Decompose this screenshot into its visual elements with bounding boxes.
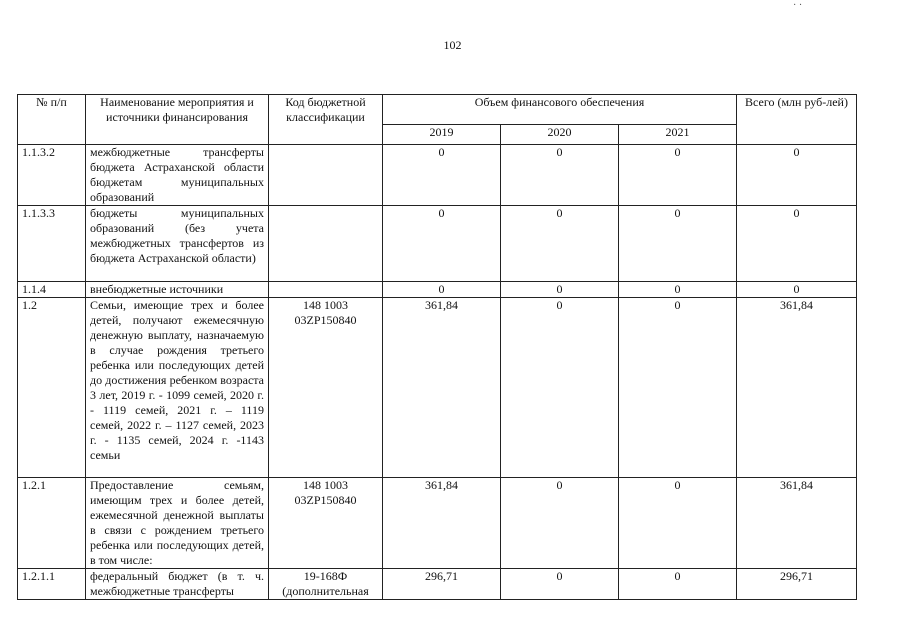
row-2021: 0: [619, 282, 737, 298]
row-num: 1.2: [18, 298, 86, 478]
row-name: федеральный бюджет (в т. ч. межбюджетные трансферты: [86, 569, 269, 600]
row-num: 1.1.3.2: [18, 145, 86, 206]
row-total: 361,84: [737, 298, 857, 478]
header-num: № п/п: [18, 95, 86, 145]
page-number: 102: [443, 38, 462, 52]
row-name: бюджеты муниципальных образований (без учета межбюджетных трансфертов из бюджета Астраханской области): [86, 206, 269, 282]
row-name: внебюджетные источники: [86, 282, 269, 298]
header-row: [18, 95, 857, 125]
row-2020: 0: [501, 282, 619, 298]
row-2020: 0: [501, 206, 619, 282]
row-total: 0: [737, 145, 857, 206]
header-name: Наименование мероприятия и источники финансирования: [86, 95, 269, 145]
row-2020: 0: [501, 145, 619, 206]
row-total: 361,84: [737, 478, 857, 569]
row-2020: 0: [501, 478, 619, 569]
row-2021: 0: [619, 145, 737, 206]
row-num: 1.2.1.1: [18, 569, 86, 600]
row-total: 0: [737, 206, 857, 282]
row-2019: 296,71: [383, 569, 501, 600]
row-2021: 0: [619, 478, 737, 569]
header-year-2020: 2020: [501, 125, 619, 145]
row-2021: 0: [619, 206, 737, 282]
table-row: [18, 298, 857, 478]
row-name: Предоставление семьям, имеющим трех и более детей, ежемесячной денежной выплаты в связи с рождением третьего ребенка или последующих детей, в том числе:: [86, 478, 269, 569]
header-year-2019: 2019: [383, 125, 501, 145]
header-total: Всего (млн руб-лей): [737, 95, 857, 145]
corner-mark: · ·: [793, 0, 803, 11]
row-2021: 0: [619, 569, 737, 600]
row-name: Семьи, имеющие трех и более детей, получают ежемесячную денежную выплату, назначаемую в случае рождения третьего ребенка или последующих детей до достижения ребенком возраста 3 лет, 2019 г. - 1099 семей, 2020 г. - 1119 семей, 2021 г. – 1119 семей, 2022 г. – 1127 семей, 2023 г. - 1135 семей, 2024 г. -1143 семьи: [86, 298, 269, 478]
row-2020: 0: [501, 569, 619, 600]
table-row: [18, 569, 857, 600]
row-total: 0: [737, 282, 857, 298]
header-year-2021: 2021: [619, 125, 737, 145]
row-num: 1.2.1: [18, 478, 86, 569]
row-2019: 0: [383, 282, 501, 298]
row-2020: 0: [501, 298, 619, 478]
table-row: [18, 282, 857, 298]
row-2019: 0: [383, 145, 501, 206]
row-2019: 361,84: [383, 298, 501, 478]
row-code: 148 1003 03ZP150840: [269, 478, 383, 569]
row-code: [269, 145, 383, 206]
row-code: 148 1003 03ZP150840: [269, 298, 383, 478]
table-row: [18, 145, 857, 206]
row-num: 1.1.4: [18, 282, 86, 298]
financing-table: [17, 94, 857, 600]
row-num: 1.1.3.3: [18, 206, 86, 282]
row-code: [269, 206, 383, 282]
row-name: межбюджетные трансферты бюджета Астраханской области бюджетам муниципальных образований: [86, 145, 269, 206]
table-row: [18, 206, 857, 282]
row-2021: 0: [619, 298, 737, 478]
header-volume: Объем финансового обеспечения: [383, 95, 737, 125]
row-code: 19-168Ф (дополнительная: [269, 569, 383, 600]
row-2019: 0: [383, 206, 501, 282]
row-total: 296,71: [737, 569, 857, 600]
header-code: Код бюджетной классификации: [269, 95, 383, 145]
row-2019: 361,84: [383, 478, 501, 569]
row-code: [269, 282, 383, 298]
table-row: [18, 478, 857, 569]
